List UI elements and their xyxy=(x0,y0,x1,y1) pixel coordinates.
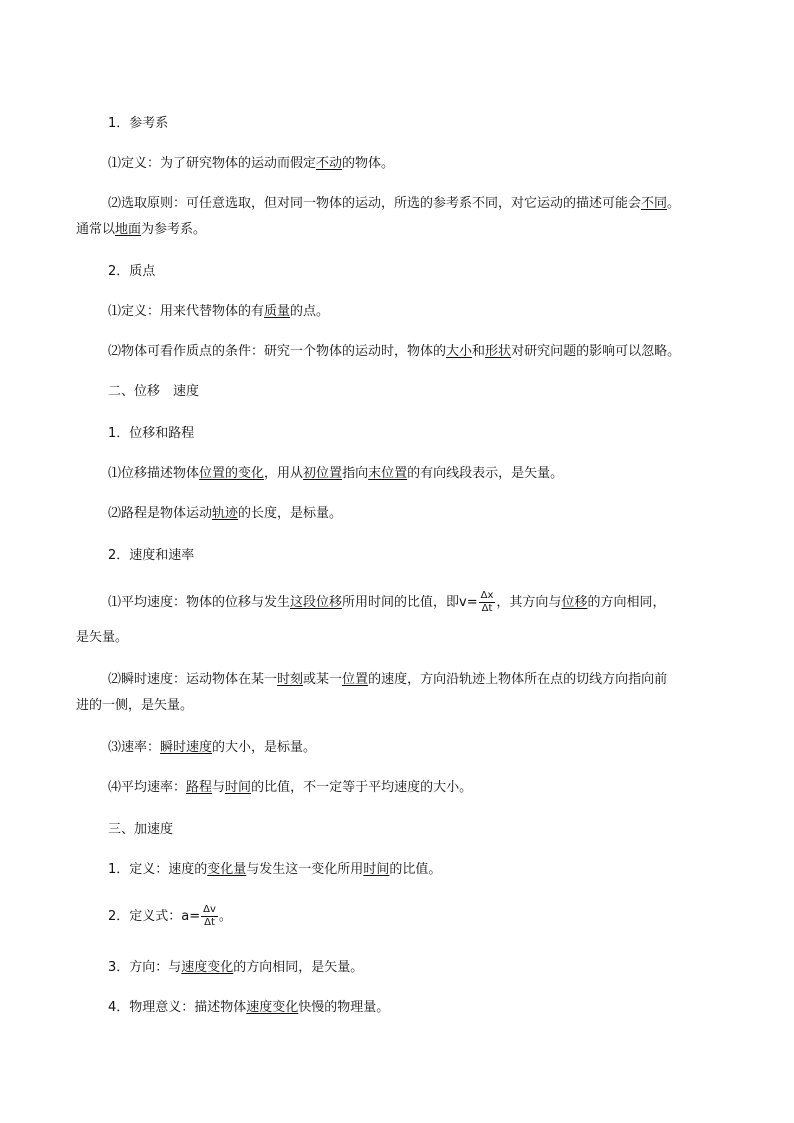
speed-definition: ⑶速率：瞬时速度的大小，是标量。 xyxy=(108,740,317,755)
heading-speed-rate: 2．速度和速率 xyxy=(108,548,195,563)
acceleration-definition: 1．定义：速度的变化量与发生这一变化所用时间的比值。 xyxy=(108,862,442,877)
average-speed: ⑷平均速率：路程与时间的比值，不一定等于平均速度的大小。 xyxy=(108,780,473,795)
instantaneous-velocity: ⑵瞬时速度：运动物体在某一时刻或某一位置的速度，方向沿轨迹上物体所在点的切线方向指向前 xyxy=(108,672,668,687)
velocity-symbol: v xyxy=(459,595,467,610)
instantaneous-velocity-cont: 进的一侧，是矢量。 xyxy=(76,698,194,713)
particle-definition: ⑴定义：用来代替物体的有质量的点。 xyxy=(108,304,330,319)
acceleration-direction: 3．方向：与速度变化的方向相同，是矢量。 xyxy=(108,960,364,975)
section-heading-displacement-velocity: 二、位移 速度 xyxy=(108,384,200,399)
heading-displacement-path: 1．位移和路程 xyxy=(108,426,195,441)
average-velocity: ⑴平均速度：物体的位移与发生这段位移所用时间的比值，即v= $\frac{\Delta x}{\Delta t}$ ，其方向与位移的方向相同， xyxy=(108,590,666,614)
heading-particle: 2．质点 xyxy=(108,264,156,279)
heading-reference-frame: 1．参考系 xyxy=(108,116,169,131)
particle-condition: ⑵物体可看作质点的条件：研究一个物体的运动时，物体的大小和形状对研究问题的影响可以忽略。 xyxy=(108,344,681,359)
acceleration-formula: 2．定义式：a= $\frac{\Delta v}{\Delta t}$ 。 xyxy=(108,904,232,928)
average-velocity-cont: 是矢量。 xyxy=(76,630,129,645)
reference-frame-selection: ⑵选取原则：可任意选取，但对同一物体的运动，所选的参考系不同，对它运动的描述可能会不同。 xyxy=(108,196,681,211)
reference-frame-definition: ⑴定义：为了研究物体的运动而假定不动的物体。 xyxy=(108,156,395,171)
section-heading-acceleration: 三、加速度 xyxy=(108,822,174,837)
fraction-dv-dt: $\frac{\Delta v}{\Delta t}$ xyxy=(203,904,216,928)
path-description: ⑵路程是物体运动轨迹的长度，是标量。 xyxy=(108,506,343,521)
acceleration-meaning: 4．物理意义：描述物体速度变化快慢的物理量。 xyxy=(108,1000,390,1015)
reference-frame-selection-cont: 通常以地面为参考系。 xyxy=(76,222,207,237)
fraction-dx-dt: $\frac{\Delta x}{\Delta t}$ xyxy=(480,590,494,614)
displacement-description: ⑴位移描述物体位置的变化，用从初位置指向末位置的有向线段表示，是矢量。 xyxy=(108,466,564,481)
